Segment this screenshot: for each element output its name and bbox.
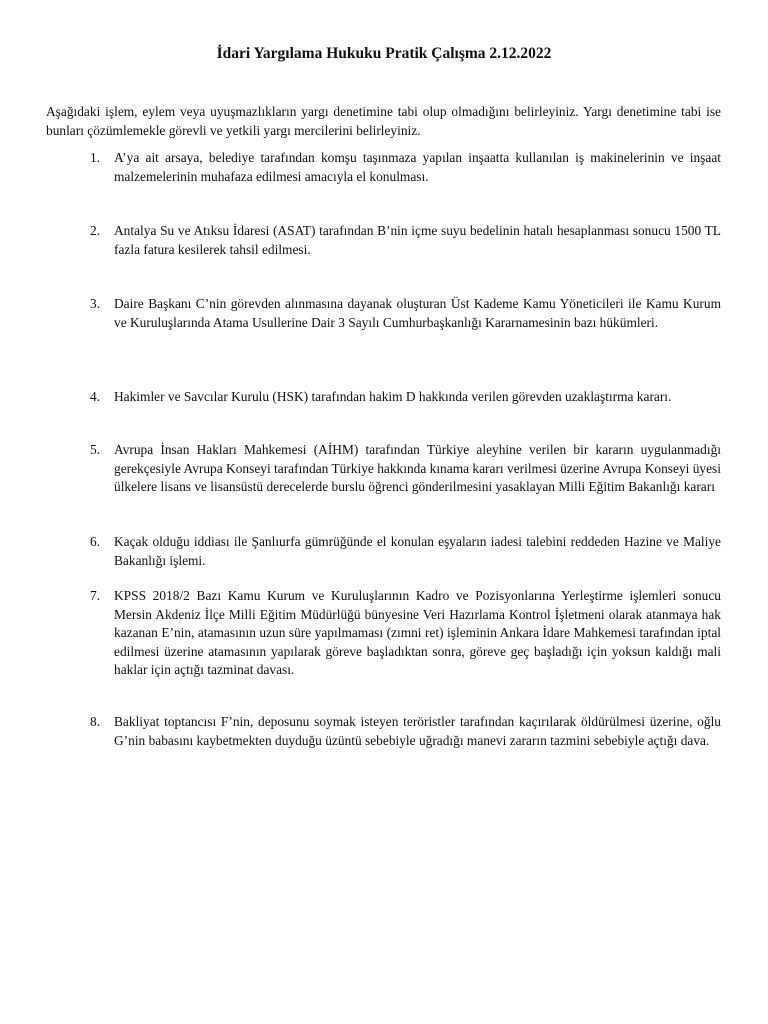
list-item-text: Kaçak olduğu iddiası ile Şanlıurfa gümrüğünde el konulan eşyaların iadesi talebini reddeden Hazine ve Maliye Bakanlığı işlemi. <box>114 534 721 568</box>
list-item-number: 6. <box>90 534 101 549</box>
list-item-number: 7. <box>90 588 101 603</box>
list-item-text: KPSS 2018/2 Bazı Kamu Kurum ve Kuruluşlarının Kadro ve Pozisyonlarına Yerleştirme işlemleri sonucu Mersin Akdeniz İlçe Milli Eğitim Müdürlüğü bünyesine Veri Hazırlama Kontrol İşletmeni olarak atanmaya hak kazanan E’nin, atamasının uzun süre yapılmaması (zımni ret) işleminin Ankara İdare Mahkemesi tarafından iptal edilmesi üzerine atamasının yapılarak göreve başladıktan sonra, göreve geç başladığı için yoksun kaldığı mali haklar için açtığı tazminat davası. <box>114 588 721 677</box>
list-item-number: 4. <box>90 389 101 404</box>
list-item <box>90 388 721 407</box>
list-item-text: Daire Başkanı C’nin görevden alınmasına dayanak oluşturan Üst Kademe Kamu Yöneticileri ile Kamu Kurum ve Kuruluşlarında Atama Usullerine Dair 3 Sayılı Cumhurbaşkanlığı Kararnamesinin bazı hükümleri. <box>114 296 721 330</box>
page-title: İdari Yargılama Hukuku Pratik Çalışma 2.12.2022 <box>216 45 552 62</box>
intro-paragraph: Aşağıdaki işlem, eylem veya uyuşmazlıkların yargı denetimine tabi olup olmadığını belirleyiniz. Yargı denetimine tabi ise bunları çözümlemekle görevli ve yetkili yargı mercilerini belirleyiniz. <box>46 104 721 138</box>
list-item-text: A’ya ait arsaya, belediye tarafından komşu taşınmaza yapılan inşaatta kullanılan iş makinelerinin ve inşaat malzemelerinin muhafaza edilmesi amacıyla el konulması. <box>114 150 721 184</box>
list-item <box>90 533 721 570</box>
list-item-number: 3. <box>90 296 101 311</box>
list-item-text: Avrupa İnsan Hakları Mahkemesi (AİHM) tarafından Türkiye aleyhine verilen bir kararın uygulanmadığı gerekçesiyle Avrupa Konseyi tarafından Türkiye hakkında kınama kararı verilmesi üzerine Avrupa Konseyi üyesi ülkelere lisans ve lisansüstü derecelerde burslu öğrenci gönderilmesini yasaklayan Milli Eğitim Bakanlığı kararı <box>114 442 721 494</box>
list-item-text: Antalya Su ve Atıksu İdaresi (ASAT) tarafından B’nin içme suyu bedelinin hatalı hesaplanması sonucu 1500 TL fazla fatura kesilerek tahsil edilmesi. <box>114 223 721 257</box>
list-item <box>90 149 721 186</box>
list-item <box>90 713 721 750</box>
list-item <box>90 441 721 497</box>
list-item-number: 1. <box>90 150 101 165</box>
list-item <box>90 587 721 680</box>
list-item-text: Hakimler ve Savcılar Kurulu (HSK) tarafından hakim D hakkında verilen görevden uzaklaştırma kararı. <box>114 389 672 404</box>
list-item-text: Bakliyat toptancısı F’nin, deposunu soymak isteyen teröristler tarafından kaçırılarak öldürülmesi üzerine, oğlu G’nin babasını kaybetmekten duyduğu üzüntü sebebiyle uğradığı manevi zararın tazmini sebebiyle açtığı dava. <box>114 714 721 748</box>
list-item <box>90 295 721 332</box>
list-item <box>90 222 721 259</box>
list-item-number: 5. <box>90 442 101 457</box>
list-item-number: 8. <box>90 714 101 729</box>
list-item-number: 2. <box>90 223 101 238</box>
